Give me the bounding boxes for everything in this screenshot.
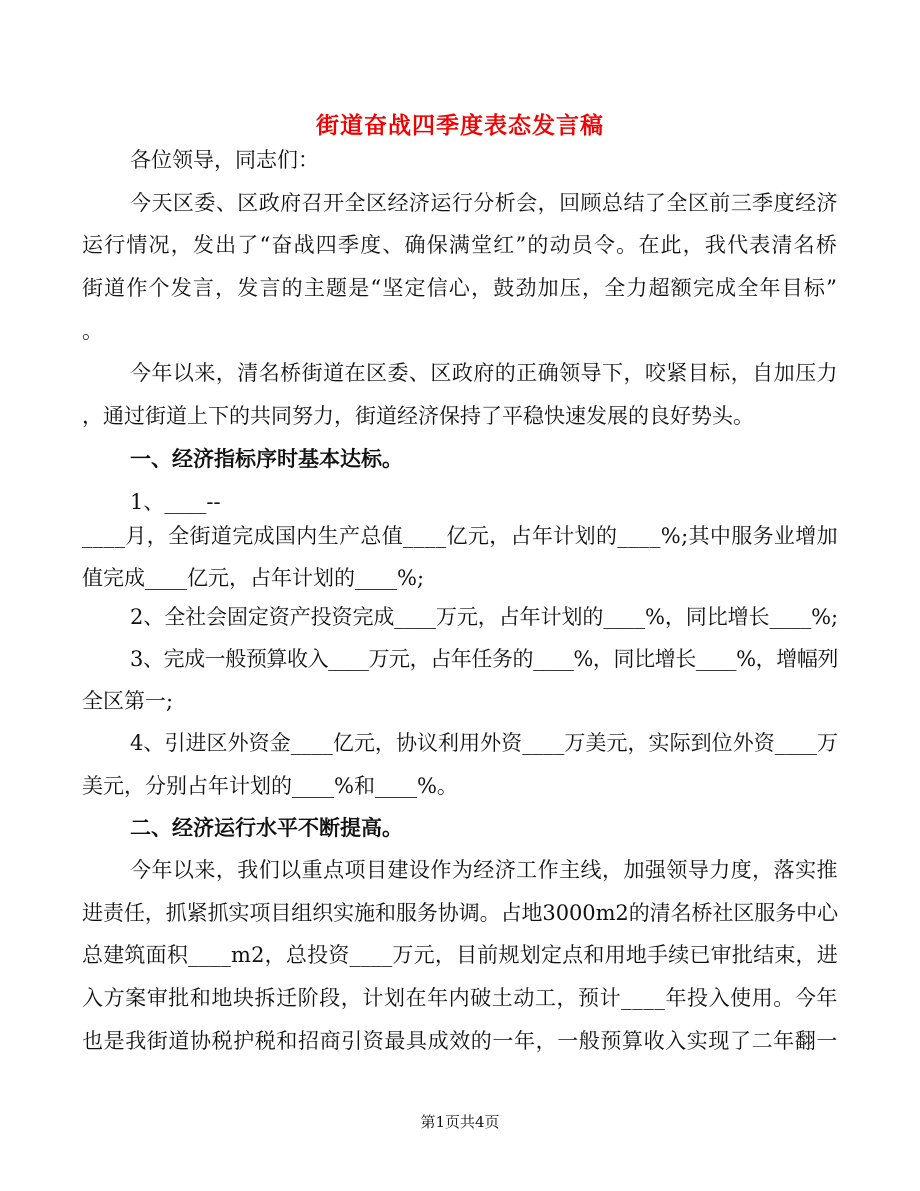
- paragraph-line: 美元，分别占年计划的____%和____%。: [82, 774, 458, 798]
- paragraph-line: 也是我街道协税护税和招商引资最具成效的一年，一般预算收入实现了二年翻一: [82, 1029, 838, 1053]
- list-item: 4、引进区外资金____亿元，协议利用外资____万美元，实际到位外资____万: [130, 731, 838, 755]
- salutation: 各位领导，同志们：: [130, 148, 319, 172]
- paragraph-line: ____月，全街道完成国内生产总值____亿元，占年计划的____%;其中服务业增加: [82, 524, 838, 548]
- document-title: 街道奋战四季度表态发言稿: [316, 112, 604, 139]
- paragraph-line: 进责任，抓紧抓实项目组织实施和服务协调。占地3000m2的清名桥社区服务中心: [82, 901, 838, 925]
- list-item: 1、____--: [130, 490, 221, 514]
- paragraph-line: 。: [82, 319, 103, 343]
- paragraph-line: 今年以来，清名桥街道在区委、区政府的正确领导下，咬紧目标，自加压力: [130, 361, 838, 385]
- paragraph-line: ，通过街道上下的共同努力，街道经济保持了平稳快速发展的良好势头。: [82, 404, 754, 428]
- paragraph-line: 入方案审批和地块拆迁阶段，计划在年内破土动工，预计____年投入使用。今年: [82, 986, 838, 1010]
- paragraph-line: 今年以来，我们以重点项目建设作为经济工作主线，加强领导力度，落实推: [130, 858, 838, 882]
- paragraph-line: 运行情况，发出了“奋战四季度、确保满堂红”的动员令。在此，我代表清名桥: [82, 233, 838, 257]
- paragraph-line: 全区第一;: [82, 689, 174, 713]
- paragraph-line: 总建筑面积____m2，总投资____万元，目前规划定点和用地手续已审批结束，进: [82, 943, 838, 967]
- paragraph-line: 今天区委、区政府召开全区经济运行分析会，回顾总结了全区前三季度经济: [130, 191, 838, 215]
- paragraph-line: 街道作个发言，发言的主题是“坚定信心，鼓劲加压，全力超额完成全年目标”: [82, 276, 838, 300]
- page-footer: 第1页共4页: [420, 1113, 500, 1131]
- list-item: 2、全社会固定资产投资完成____万元，占年计划的____%，同比增长____%;: [130, 605, 838, 629]
- section-heading: 一、经济指标序时基本达标。: [130, 446, 403, 471]
- list-item: 3、完成一般预算收入____万元，占年任务的____%，同比增长____%，增幅列: [130, 647, 838, 671]
- section-heading: 二、经济运行水平不断提高。: [130, 815, 403, 840]
- paragraph-line: 值完成____亿元，占年计划的____%;: [82, 566, 425, 590]
